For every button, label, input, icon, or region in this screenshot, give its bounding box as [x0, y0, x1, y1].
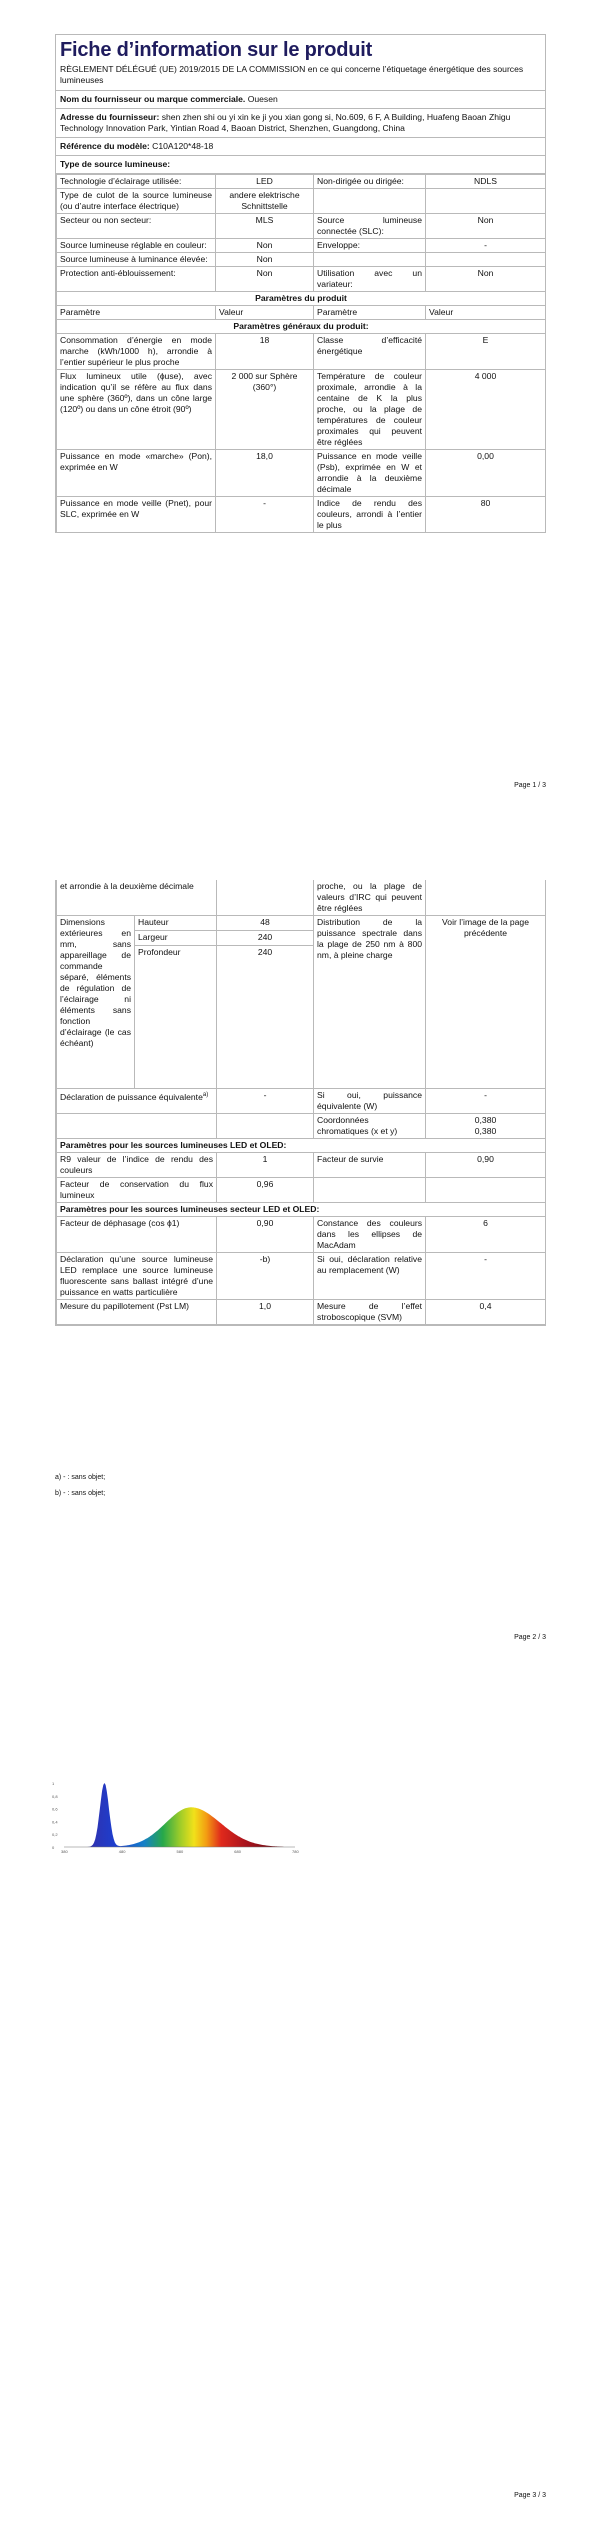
param-value: Voir l’image de la page précédente	[426, 916, 546, 1089]
equiv-label: Déclaration de puissance équivalente	[60, 1091, 203, 1102]
y-tick-label: 0,6	[52, 1806, 58, 1812]
mains-params-title: Paramètres pour les sources lumineuses secteur LED et OLED:	[57, 1203, 546, 1217]
param-label: Enveloppe:	[314, 239, 426, 253]
param-value: 4 000	[426, 370, 546, 450]
param-label: Type de culot de la source lumineuse (ou d’autre interface électrique)	[57, 189, 216, 214]
y-tick-label: 0	[52, 1845, 55, 1850]
param-value: 0,90	[426, 1153, 546, 1178]
param-label: Si oui, puissance équivalente (W)	[314, 1089, 426, 1114]
param-value: -	[426, 239, 546, 253]
param-label: Protection anti-éblouissement:	[57, 267, 216, 292]
dimension-name: Hauteur	[135, 916, 217, 931]
supplier-address-value: shen zhen shi ou yi xin ke ji you xian gong si, No.609, 6 F, A Building, Huafeng Baoan Zhigu Technology Innovation Park, Yintian Road 4, Baoan District, Shenzhen, Guangdong, China	[60, 112, 511, 133]
led-params-title: Paramètres pour les sources lumineuses LED et OLED:	[57, 1139, 546, 1153]
param-label: R9 valeur de l’indice de rendu des couleurs	[57, 1153, 217, 1178]
col-header-param: Paramètre	[57, 306, 216, 320]
param-value: 0,96	[217, 1178, 314, 1203]
param-label: Secteur ou non secteur:	[57, 214, 216, 239]
param-value: 18	[216, 334, 314, 370]
page-number: Page 2 / 3	[514, 1634, 546, 1641]
col-header-value: Valeur	[216, 306, 314, 320]
param-value: 80	[426, 497, 546, 533]
dimensions-label: Dimensions extérieures en mm, sans appareillage de commande séparé, éléments de régulation de l’éclairage ni éléments sans fonction d’éclairage (le cas échéant)	[57, 916, 135, 1089]
param-value: Non	[216, 239, 314, 253]
supplier-name-value: Ouesen	[247, 94, 278, 104]
param-value: Non	[216, 253, 314, 267]
chroma-x: 0,380	[474, 1115, 497, 1125]
dimension-value: 240	[217, 931, 314, 946]
param-label: Puissance en mode veille (Pnet), pour SLC, exprimée en W	[57, 497, 216, 533]
x-tick-label: 480	[118, 1849, 126, 1854]
param-value: LED	[216, 175, 314, 189]
y-tick-label: 0,8	[52, 1793, 58, 1799]
param-value: 1	[217, 1153, 314, 1178]
param-label: Déclaration qu’une source lumineuse LED remplace une source lumineuse fluorescente sans ballast intégré d’une puissance en watts particulière	[57, 1253, 217, 1300]
param-value: MLS	[216, 214, 314, 239]
regulation-text: RÈGLEMENT DÉLÉGUÉ (UE) 2019/2015 DE LA COMMISSION en ce qui concerne l’étiquetage énergétique des sources lumineuses	[56, 64, 545, 91]
chroma-y: 0,380	[474, 1126, 497, 1136]
param-label: Classe d’efficacité énergétique	[314, 334, 426, 370]
general-params-title: Paramètres généraux du produit:	[57, 320, 546, 334]
dimension-name: Largeur	[135, 931, 217, 946]
param-label: Utilisation avec un variateur:	[314, 267, 426, 292]
y-tick-label: 1	[52, 1781, 55, 1786]
param-label: Mesure de l’effet stroboscopique (SVM)	[314, 1300, 426, 1325]
param-label: Coordonnées chromatiques (x et y)	[314, 1114, 426, 1139]
x-tick-label: 680	[234, 1849, 241, 1854]
supplier-address-label: Adresse du fournisseur:	[60, 112, 160, 122]
param-value: -	[426, 1089, 546, 1114]
model-label: Référence du modèle:	[60, 141, 150, 151]
param-value: andere elektrische Schnittstelle	[216, 189, 314, 214]
param-label: Flux lumineux utile (ɸuse), avec indication qu’il se réfère au flux dans une sphère (360º), dans un cône large (120º) ou dans un cône étroit (90º)	[57, 370, 216, 450]
light-source-type-label: Type de source lumineuse:	[60, 159, 171, 169]
param-label: Source lumineuse connectée (SLC):	[314, 214, 426, 239]
param-value: -b)	[217, 1253, 314, 1300]
param-value: 1,0	[217, 1300, 314, 1325]
param-value: -	[217, 1089, 314, 1114]
spectrum-curve	[76, 1783, 284, 1847]
param-label: Source lumineuse à luminance élevée:	[57, 253, 216, 267]
param-value: 2 000 sur Sphère (360°)	[216, 370, 314, 450]
dimension-value: 240	[217, 946, 314, 1089]
param-label: Non-dirigée ou dirigée:	[314, 175, 426, 189]
param-value: NDLS	[426, 175, 546, 189]
param-value: Non	[426, 267, 546, 292]
param-value: E	[426, 334, 546, 370]
dimension-name: Profondeur	[135, 946, 217, 1089]
param-label: et arrondie à la deuxième décimale	[57, 880, 217, 916]
param-label: Consommation d’énergie en mode marche (kWh/1000 h), arrondie à l’entier supérieur le plus proche	[57, 334, 216, 370]
param-value: 0,00	[426, 450, 546, 497]
footnote-mark: a)	[202, 1092, 209, 1098]
footnote: b) - : sans objet;	[55, 1490, 106, 1497]
supplier-name-label: Nom du fournisseur ou marque commerciale.	[60, 94, 246, 104]
param-label: Température de couleur proximale, arrondie à la centaine de K la plus proche, ou la plage de températures de couleur proximales qui peuvent être réglées	[314, 370, 426, 450]
page-number: Page 3 / 3	[514, 2492, 546, 2499]
param-label: Source lumineuse réglable en couleur:	[57, 239, 216, 253]
spectrum-chart	[50, 1775, 310, 1855]
y-tick-label: 0,2	[52, 1832, 58, 1838]
param-label: Facteur de déphasage (cos ɸ1)	[57, 1217, 217, 1253]
param-label: proche, ou la plage de valeurs d’IRC qui peuvent être réglées	[314, 880, 426, 916]
y-tick-label: 0,4	[52, 1819, 58, 1825]
param-label: Constance des couleurs dans les ellipses de MacAdam	[314, 1217, 426, 1253]
col-header-value: Valeur	[426, 306, 546, 320]
param-label: Mesure du papillotement (Pst LM)	[57, 1300, 217, 1325]
param-value: 0,4	[426, 1300, 546, 1325]
param-value: -	[216, 497, 314, 533]
param-label: Facteur de survie	[314, 1153, 426, 1178]
param-label: Si oui, déclaration relative au remplacement (W)	[314, 1253, 426, 1300]
param-value: 6	[426, 1217, 546, 1253]
page-title: Fiche d’information sur le produit	[60, 39, 373, 61]
param-value: Non	[426, 214, 546, 239]
param-label: Puissance en mode veille (Psb), exprimée en W et arrondie à la deuxième décimale	[314, 450, 426, 497]
param-value: -	[426, 1253, 546, 1300]
footnote: a) - : sans objet;	[55, 1474, 106, 1481]
param-value: 18,0	[216, 450, 314, 497]
x-tick-label: 380	[61, 1849, 68, 1854]
model-value: C10A120*48-18	[152, 141, 214, 151]
param-label: Indice de rendu des couleurs, arrondi à l’entier le plus	[314, 497, 426, 533]
page-number: Page 1 / 3	[514, 782, 546, 789]
param-label: Technologie d’éclairage utilisée:	[57, 175, 216, 189]
col-header-param: Paramètre	[314, 306, 426, 320]
param-value: 0,90	[217, 1217, 314, 1253]
product-params-title: Paramètres du produit	[57, 292, 546, 306]
x-tick-label: 780	[292, 1849, 299, 1854]
param-label: Distribution de la puissance spectrale dans la plage de 250 nm à 800 nm, à pleine charge	[314, 916, 426, 1089]
param-value: Non	[216, 267, 314, 292]
param-label: Facteur de conservation du flux lumineux	[57, 1178, 217, 1203]
x-tick-label: 580	[176, 1849, 184, 1854]
dimension-value: 48	[217, 916, 314, 931]
param-label: Puissance en mode «marche» (Pon), exprimée en W	[57, 450, 216, 497]
